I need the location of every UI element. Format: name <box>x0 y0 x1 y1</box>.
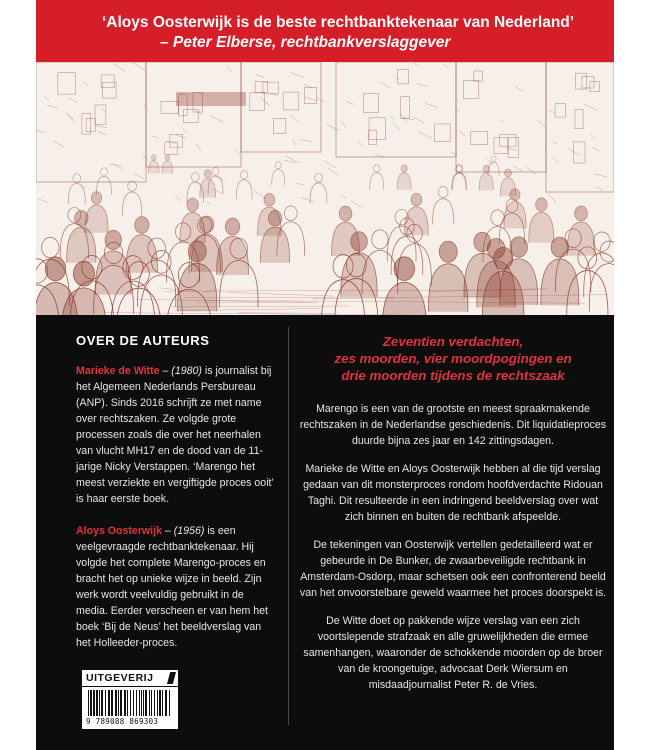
author-name: Marieke de Witte <box>76 365 160 377</box>
author-bio-text: is journalist bij het Algemeen Nederlands Persbureau (ANP). Sinds 2016 schrijft ze met name over rechtszaken. Ze volgde grote processen zoals die over het neerhalen van vlucht MH17 en de dood van de 11-jarige Nicky Verstappen. ‘Marengo het meest verziekte en vergiftigde proces ooit’ is haar eerste boek. <box>76 365 274 505</box>
author-year: (1980) <box>171 365 202 377</box>
blurb-paragraph: De Witte doet op pakkende wijze verslag van een zich voortslepende strafzaak en alle gruwelijkheden die ermee samenhangen, waaronder de schokkende moorden op de broer van de kroongetuige, advocaat Derk Wiersum en misdaadjournalist Peter R. de Vries. <box>303 615 603 691</box>
back-cover <box>36 0 614 750</box>
publisher-logo <box>82 670 178 686</box>
authors-section <box>76 333 276 667</box>
blurb-paragraph: Marengo is een van de grootste en meest spraakmakende rechtszaken in de Nederlandse geschiedenis. Dit liquidatieproces duurde bijna zes jaar en 142 zittingsdagen. <box>299 403 607 447</box>
isbn-number: 9 789088 869303 <box>86 717 159 726</box>
authors-heading: OVER DE AUTEURS <box>76 333 210 348</box>
quote-attribution: – Peter Elberse, rechtbankverslaggever <box>160 34 451 51</box>
slash-icon <box>167 672 176 684</box>
barcode-icon <box>86 690 174 716</box>
quote-banner <box>36 0 614 62</box>
column-divider <box>288 327 289 725</box>
blurb-paragraph: De tekeningen van Oosterwijk vertellen gedetailleerd wat er gebeurde in De Bunker, de zwaarbeveiligde rechtbank in Amsterdam-Osdorp, maar schetsen ook een confronterend beeld van het onvoorstelbare geweld waarmee het proces doorspekt is. <box>299 539 607 599</box>
quote-text: ‘Aloys Oosterwijk is de beste rechtbanktekenaar van Nederland’ <box>102 14 575 31</box>
street-illustration <box>36 62 614 315</box>
author-bio-text: is een veelgevraagde rechtbanktekenaar. Hij volgde het complete Marengo-proces en bracht het op unieke wijze in beeld. Zijn werk wordt veelvuldig gebruikt in de media. Eerder verscheen er van hem het boek ‘Bij de Neus’ het beeldverslag van het Holleeder-proces. <box>76 525 268 649</box>
crowd-sketch-image <box>36 62 614 315</box>
author-bio-de-witte: Marieke de Witte – (1980) is journalist bij het Algemeen Nederlands Persbureau (ANP). Sinds 2016 schrijft ze met name over rechtszaken. Ze volgde grote processen zoals die over het neerhalen van vlucht MH17 en de dood van de 11-jarige Nicky Verstappen. ‘Marengo het meest verziekte en vergiftigde proces ooit’ is haar eerste boek. <box>76 365 274 505</box>
blurb-headline: Zeventien verdachten, zes moorden, vier moordpogingen en drie moorden tijdens de rechtszaak <box>334 334 572 383</box>
blurb-paragraph: Marieke de Witte en Aloys Oosterwijk hebben al die tijd verslag gedaan van dit monsterproces rondom hoofdverdachte Ridouan Taghi. Dit resulteerde in een indringend beeldverslag over wat zich binnen en buiten de rechtbank afspeelde. <box>303 463 603 523</box>
isbn-barcode <box>82 687 178 729</box>
author-year: (1956) <box>173 525 205 537</box>
author-bio-oosterwijk: Aloys Oosterwijk – (1956) is een veelgevraagde rechtbanktekenaar. Hij volgde het complete Marengo-proces en bracht het op unieke wijze in beeld. Zijn werk wordt veelvuldig gebruikt in de media. Eerder verscheen er van hem het boek ‘Bij de Neus’ het beeldverslag van het Holleeder-proces. <box>76 525 268 649</box>
blurb-section <box>298 333 608 705</box>
publisher-label: UITGEVERIJ <box>86 672 154 684</box>
author-name: Aloys Oosterwijk <box>76 525 162 537</box>
